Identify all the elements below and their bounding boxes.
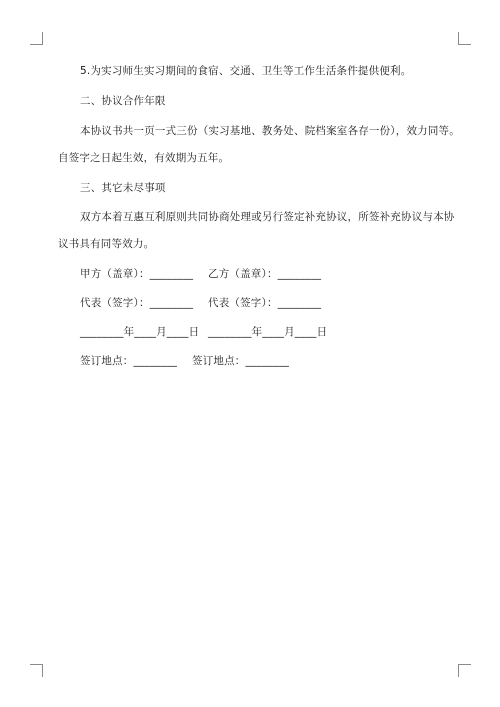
party-b-seal-field: 乙方（盖章）：________ [208, 268, 322, 280]
section-other-text-line-2: 议书具有同等效力。 [58, 238, 155, 250]
section-heading-term: 二、协议合作年限 [80, 95, 166, 107]
party-a-date-field: ________年____月____日 [80, 326, 200, 338]
signature-date-row [58, 325, 450, 339]
document-body [58, 64, 460, 368]
section-term-text-line-2: 自签字之日起生效，有效期为五年。 [58, 152, 230, 164]
signature-seal-row [58, 267, 450, 281]
corner-mark-top-left [30, 32, 43, 45]
party-b-date-field: ________年____月____日 [208, 326, 328, 338]
corner-mark-top-right [458, 32, 471, 45]
clause-item-5: 5.为实习师生实习期间的食宿、交通、卫生等工作生活条件提供便利。 [80, 65, 412, 77]
section-other-text-line-1: 双方本着互惠互利原则共同协商处理或另行签定补充协议，所签补充协议与本协 [80, 211, 455, 223]
party-b-place-field: 签订地点：________ [192, 355, 290, 367]
section-term-text-line-1: 本协议书共一页一式三份（实习基地、教务处、院档案室各存一份），效力同等。 [80, 125, 460, 137]
party-a-seal-field: 甲方（盖章）：________ [80, 268, 194, 280]
corner-mark-bottom-right [458, 664, 471, 677]
signature-place-row [58, 354, 450, 368]
party-a-representative-field: 代表（签字）：________ [80, 297, 194, 309]
section-heading-other: 三、其它未尽事项 [80, 182, 166, 194]
signature-representative-row [58, 296, 450, 310]
corner-mark-bottom-left [30, 664, 43, 677]
party-b-representative-field: 代表（签字）：________ [208, 297, 322, 309]
party-a-place-field: 签订地点：________ [80, 355, 178, 367]
